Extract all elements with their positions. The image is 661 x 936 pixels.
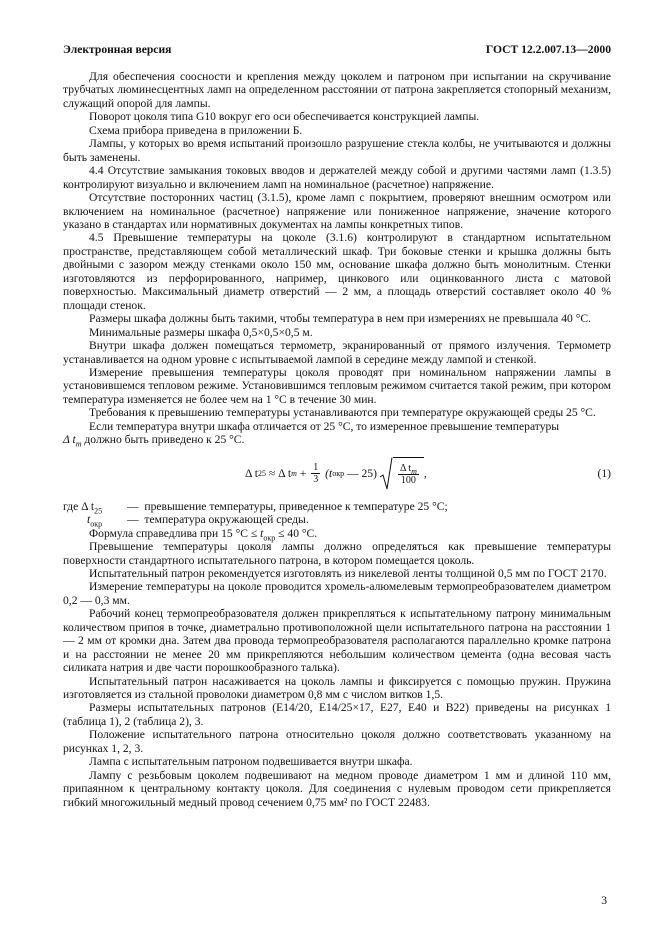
delta-tm-symbol: Δ $t_m$ xyxy=(63,433,82,449)
paragraph: Размеры испытательных патронов (Е14/20, Е14/25×17, Е27, Е40 и В22) приведены на рисунках 1 (таблица 1), 2 (таблица 2), 3. xyxy=(63,701,611,728)
radical-sign-icon xyxy=(379,457,393,491)
header-standard-code: ГОСТ 12.2.007.13—2000 xyxy=(485,43,611,56)
paragraph: Измерение температуры на цоколе проводится хромель-алюмелевым термопреобразователем диаметром 0,2 — 0,3 мм. xyxy=(63,580,611,607)
document-body xyxy=(63,70,611,809)
equation-1 xyxy=(63,454,611,494)
paragraph: Если температура внутри шкафа отличается от 25 °С, то измеренное превышение температуры xyxy=(89,419,560,433)
paragraph: Схема прибора приведена в приложении Б. xyxy=(89,123,303,137)
paragraph: Лампы, у которых во время испытаний произошло разрушение стекла колбы, не учитываются и должны быть заменены. xyxy=(63,137,611,164)
paragraph: 4.4 Отсутствие замыкания токовых вводов и держателей между собой и другими частями ламп (1.3.5) контролируют визуально и включением ламп на номинальное (расчетное) напряжение. xyxy=(63,164,611,191)
equation-body: Δ t 25 ≈ Δ t m + $\frac{1}{3}$ (t окр — 25) $\frac{\Delta t_m}{100}$ , xyxy=(245,457,427,491)
equation-number: (1) xyxy=(597,466,611,480)
paragraph: Измерение превышения температуры цоколя проводят при номинальном напряжении лампы в установившемся тепловом режиме. Установившимся тепловым режимом считается такой режим, при котором температура изменяется не более чем на 1 °С в течение 30 мин. xyxy=(63,365,611,406)
paragraph: Испытательный патрон рекомендуется изготовлять из никелевой ленты толщиной 0,5 мм по ГОСТ 2170. xyxy=(89,566,607,580)
paragraph: Минимальные размеры шкафа 0,5×0,5×0,5 м. xyxy=(89,325,313,339)
paragraph: Отсутствие посторонних частиц (3.1.5), кроме ламп с покрытием, проверяют внешним осмотром или включением на номинальное (расчетное) напряжение или пониженное напряжение, значение которого указано в стандартах или нормативных документах на лампы конкретных типов. xyxy=(63,191,611,231)
paragraph: Лампу с резьбовым цоколем подвешивают на медном проводе диаметром 1 мм и длиной 110 мм, припаянном к центральному контакту цоколя. Для соединения с нулевым проводом сети прикрепляется гибкий многожильный медный провод сечением 0,75 мм² по ГОСТ 22483. xyxy=(63,768,611,809)
paragraph: Положение испытательного патрона относительно цоколя должно соответствовать указанному на рисунках 1, 2, 3. xyxy=(63,728,611,755)
square-root xyxy=(379,457,424,491)
where-block xyxy=(63,500,611,527)
paragraph: Испытательный патрон насаживается на цоколь лампы и фиксируется с помощью пружин. Пружина изготовляется из стальной проволоки диаметром 0,8 мм с числом витков 1,5. xyxy=(63,674,611,702)
sqrt-fraction: $\frac{\Delta t_m}{100}$ xyxy=(399,463,417,487)
paragraph: Превышение температуры цоколя лампы должно определяться как превышение температуры поверхности стандартного испытательного патрона, в котором помещается цоколь. xyxy=(63,540,611,567)
paragraph: Для обеспечения соосности и крепления между цоколем и патроном при испытании на скручивание трубчатых люминесцентных ламп на определенном расстоянии от патрона закрепляется стопорный механизм, служащий опорой для лампы. xyxy=(63,70,611,110)
paragraph: Размеры шкафа должны быть такими, чтобы температура в нем при измерениях не превышала 40 °С. xyxy=(89,312,591,326)
where-row: $t_{окр}$ — температура окружающей среды. xyxy=(87,513,309,529)
paragraph: 4.5 Превышение температуры на цоколе (3.1.6) контролируют в стандартном испытательном пространстве, представляющем собой металлический шкаф. Три боковые стенки и крышка должны быть двойными с зазором между стенками около 150 мм, основание шкафа должно быть монолитным. Стенки изготовляются из перфорированного, например, цинкового или оцинкованного листа с матовой поверхностью. Максимальный диаметр отверстий — 2 мм, а площадь отверстий составляет около 40 % площади стенок. xyxy=(63,231,611,312)
where-row: где Δ $t_{25}$ — превышение температуры, приведенное к температуре 25 °С; xyxy=(63,499,448,515)
formula-validity: Формула справедлива при 15 $^\circ С \le t_{окр} \le 40$ °С. xyxy=(89,526,318,542)
header-edition-label: Электронная версия xyxy=(63,43,172,56)
paragraph: Рабочий конец термопреобразователя должен прикрепляться к испытательному патрону минимальным количеством припоя в точке, диаметрально противоположной щели испытательного патрона на расстоянии 1 — 2 мм от кромки дна. Затем два провода термопреобразователя располагаются параллельно кромке патрона и на расстоянии не менее 20 мм прикрепляются небольшим количеством цемента (одна весовая часть силиката натрия и две части порошкообразного талька). xyxy=(63,607,611,675)
paragraph: Требования к превышению температуры устанавливаются при температуре окружающей среды 25 °С. xyxy=(89,406,596,420)
paragraph: Поворот цоколя типа G10 вокруг его оси обеспечивается конструкцией лампы. xyxy=(89,110,480,124)
page-header xyxy=(63,43,611,57)
fraction-one-third: $\frac{1}{3}$ xyxy=(313,462,319,486)
paragraph: Лампа с испытательным патроном подвешивается внутри шкафа. xyxy=(89,755,413,769)
paragraph: Внутри шкафа должен помещаться термометр, экранированный от прямого излучения. Термометр устанавливается на одном уровне с испытываемой лампой в середине между лампой и стенкой. xyxy=(63,339,611,366)
page-number: 3 xyxy=(601,894,607,907)
paragraph-continuation: Δ $t_m$ должно быть приведено к 25 °С. xyxy=(63,433,245,449)
